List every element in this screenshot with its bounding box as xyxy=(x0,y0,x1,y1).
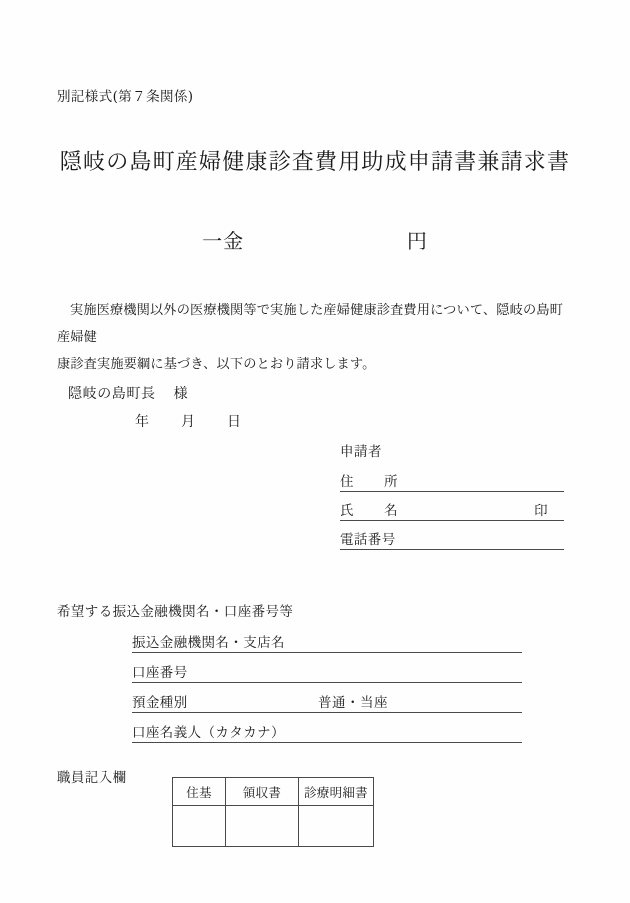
applicant-heading: 申請者 xyxy=(340,444,382,460)
statement-line-2: 康診査実施要綱に基づき、以下のとおり請求します。 xyxy=(57,357,376,372)
bank-details-block xyxy=(132,628,522,748)
date-row[interactable] xyxy=(135,411,241,431)
bank-section-heading: 希望する振込金融機関名・口座番号等 xyxy=(57,604,294,620)
column-header-medical-statement: 診療明細書 xyxy=(299,778,374,806)
bank-account-holder-label: 口座名義人（カタカナ） xyxy=(132,725,285,741)
column-header-receipt: 領収書 xyxy=(226,778,299,806)
seal-mark-label: 印 xyxy=(534,503,548,519)
applicant-address-row[interactable] xyxy=(340,469,564,492)
table-header-row xyxy=(173,778,374,806)
page-title: 隠岐の島町産婦健康診査費用助成申請書兼請求書 xyxy=(59,150,571,175)
applicant-phone-row[interactable] xyxy=(340,527,564,550)
cell-medical-statement[interactable] xyxy=(299,806,374,847)
bank-institution-row[interactable] xyxy=(132,628,522,653)
statement-line-1: 実施医療機関以外の医療機関等で実施した産婦健康診査費用について、隠岐の島町産婦健 xyxy=(57,303,563,345)
applicant-block xyxy=(340,440,564,556)
applicant-phone-label: 電話番号 xyxy=(340,532,396,548)
bank-account-number-label: 口座番号 xyxy=(132,665,188,681)
bank-account-type-row[interactable] xyxy=(132,688,522,713)
addressee-row xyxy=(68,383,188,403)
column-header-juki: 住基 xyxy=(173,778,226,806)
applicant-name-row[interactable] xyxy=(340,498,564,521)
date-day-label[interactable]: 日 xyxy=(227,414,241,430)
bank-account-type-options[interactable]: 普通・当座 xyxy=(318,695,388,711)
applicant-name-label: 氏 名 xyxy=(340,503,398,519)
bank-account-type-label: 預金種別 xyxy=(132,695,188,711)
table-row xyxy=(173,806,374,847)
cell-receipt[interactable] xyxy=(226,806,299,847)
staff-entry-table xyxy=(172,777,374,847)
amount-row xyxy=(0,225,630,254)
date-month-label[interactable]: 月 xyxy=(181,414,195,430)
addressee-recipient: 隠岐の島町長 xyxy=(68,386,156,402)
form-code-label: 別記様式(第７条関係) xyxy=(57,89,194,105)
date-year-label[interactable]: 年 xyxy=(135,414,149,430)
amount-unit-label: 円 xyxy=(406,229,428,253)
statement-paragraph xyxy=(57,297,573,378)
staff-section-heading: 職員記入欄 xyxy=(57,770,127,786)
applicant-address-label: 住 所 xyxy=(340,474,398,490)
bank-account-number-row[interactable] xyxy=(132,658,522,683)
addressee-honorific: 様 xyxy=(173,386,189,402)
bank-account-holder-row[interactable] xyxy=(132,718,522,743)
bank-institution-label: 振込金融機関名・支店名 xyxy=(132,635,285,651)
amount-label: 一金 xyxy=(202,229,245,253)
cell-juki[interactable] xyxy=(173,806,226,847)
